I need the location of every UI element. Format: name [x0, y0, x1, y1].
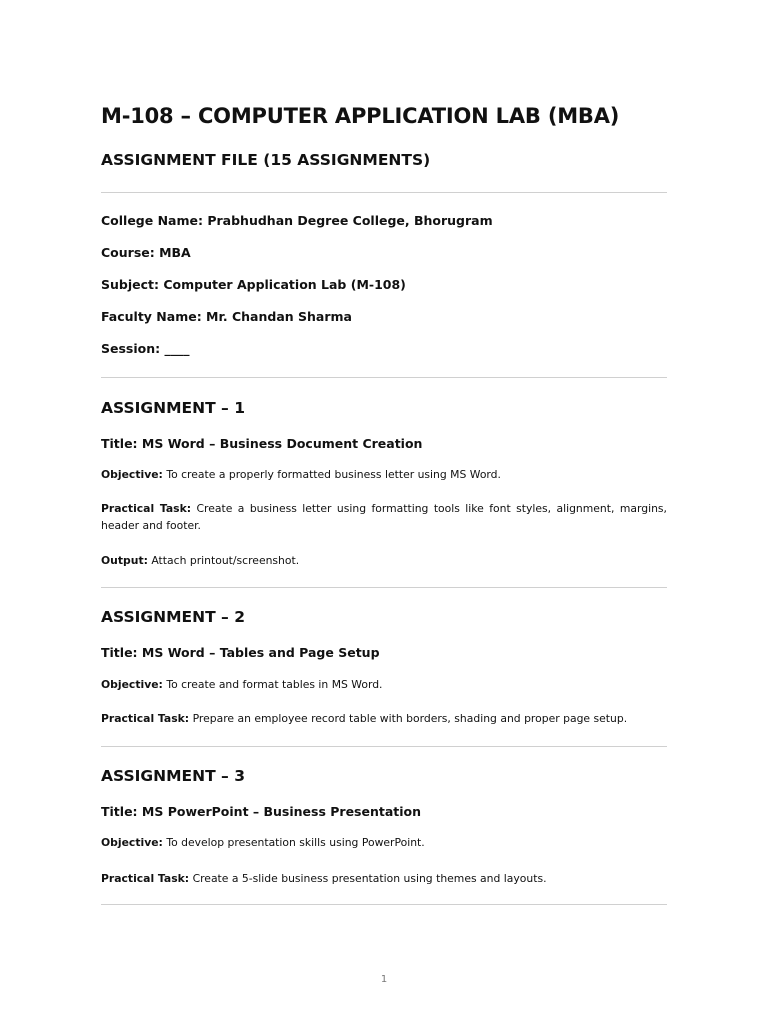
practical-task [101, 870, 667, 887]
task-text: Create a 5-slide business presentation using themes and layouts. [192, 872, 547, 885]
divider [101, 587, 667, 588]
page-number: 1 [380, 974, 388, 985]
assignment-heading: ASSIGNMENT – 3 [101, 767, 245, 785]
task-label: Practical Task: [101, 502, 192, 515]
document-title: M-108 – COMPUTER APPLICATION LAB (MBA) [101, 104, 620, 128]
output-label: Output: [101, 554, 148, 567]
objective [101, 834, 667, 851]
objective [101, 676, 667, 693]
divider [101, 904, 667, 905]
objective-label: Objective: [101, 836, 163, 849]
faculty-name: Faculty Name: Mr. Chandan Sharma [101, 309, 352, 324]
course-name: Course: MBA [101, 245, 191, 260]
assignment-title: Title: MS Word – Tables and Page Setup [101, 645, 380, 660]
assignment-heading: ASSIGNMENT – 2 [101, 608, 245, 626]
document-subtitle: ASSIGNMENT FILE (15 ASSIGNMENTS) [101, 151, 431, 169]
college-name: College Name: Prabhudhan Degree College, Bhorugram [101, 213, 493, 228]
divider [101, 192, 667, 193]
objective-text: To develop presentation skills using PowerPoint. [166, 836, 425, 849]
task-label: Practical Task: [101, 872, 190, 885]
objective [101, 466, 667, 483]
session: Session: ____ [101, 341, 190, 356]
assignment-title: Title: MS Word – Business Document Creation [101, 436, 423, 451]
output-text: Attach printout/screenshot. [151, 554, 300, 567]
assignment-heading: ASSIGNMENT – 1 [101, 399, 245, 417]
objective-label: Objective: [101, 678, 163, 691]
practical-task [101, 710, 667, 727]
task-text: Create a business letter using formatting tools like font styles, alignment, margins, header and footer. [101, 502, 667, 532]
objective-text: To create a properly formatted business letter using MS Word. [166, 468, 501, 481]
task-label: Practical Task: [101, 712, 190, 725]
divider [101, 746, 667, 747]
objective-label: Objective: [101, 468, 163, 481]
assignment-title: Title: MS PowerPoint – Business Presentation [101, 804, 422, 819]
subject-name: Subject: Computer Application Lab (M-108) [101, 277, 406, 292]
divider [101, 377, 667, 378]
task-text: Prepare an employee record table with borders, shading and proper page setup. [192, 712, 628, 725]
practical-task [101, 500, 667, 534]
output [101, 552, 667, 569]
objective-text: To create and format tables in MS Word. [166, 678, 383, 691]
